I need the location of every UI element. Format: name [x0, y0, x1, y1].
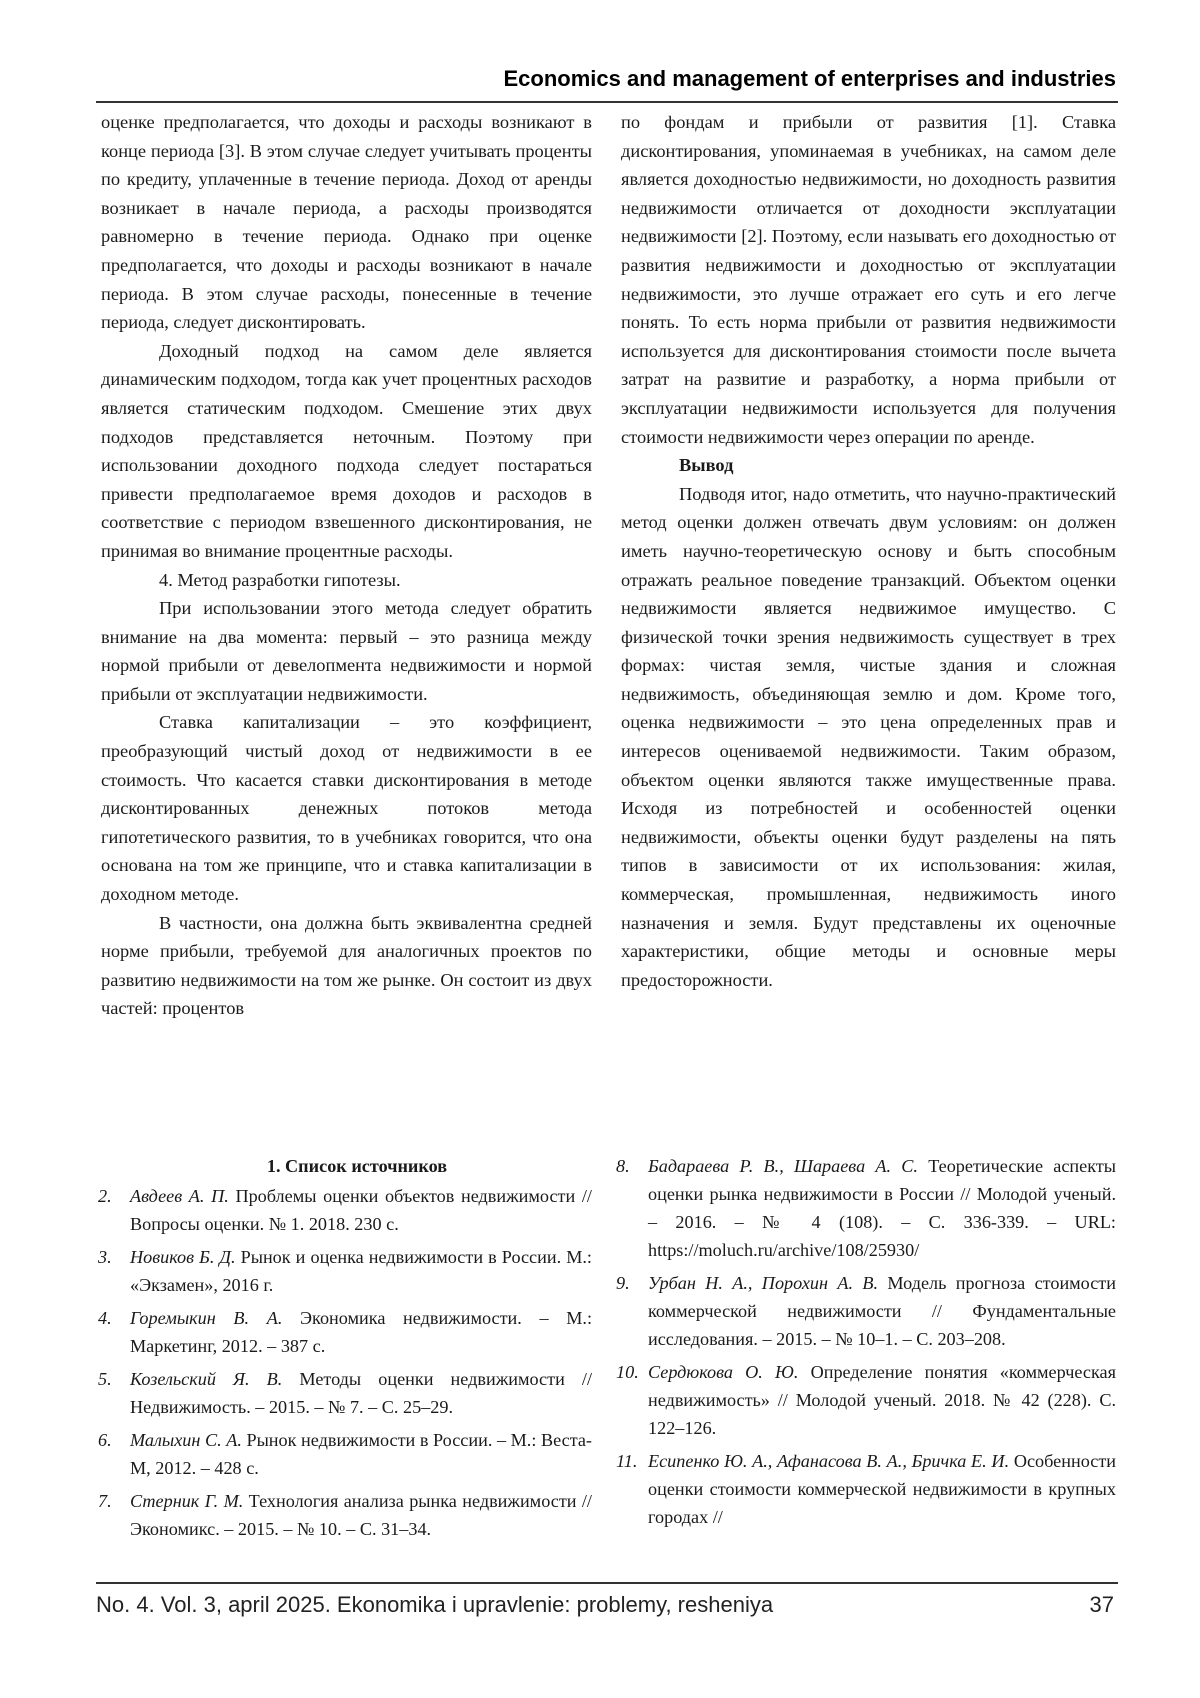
section-heading: Вывод: [679, 455, 734, 476]
paragraph: 4. Метод разработки гипотезы.: [159, 569, 401, 590]
references-title: 1. Список источников: [266, 1156, 448, 1176]
reference-author: Козельский Я. В.: [130, 1369, 283, 1389]
paragraph: оценке предполагается, что доходы и расходы возникают в конце периода [3]. В этом случае следует учитывать проценты по кредиту, уплаченные в течение периода. Доход от аренды возникает в начале периода, а расходы производятся равномерно в течение периода. Однако при оценке предполагается, что доходы и расходы возникают в начале периода. В этом случае расходы, понесенные в течение периода, следует дисконтировать.: [101, 112, 592, 333]
reference-item: [98, 1426, 592, 1482]
reference-details: Рынок недвижимости в России. – М.: Веста-М, 2012. – 428 с.: [130, 1430, 592, 1478]
reference-number: 2.: [98, 1186, 112, 1206]
reference-details: Методы оценки недвижимости // Недвижимость. – 2015. – № 7. – С. 25–29.: [130, 1369, 593, 1417]
reference-text: [648, 1358, 1116, 1442]
reference-text: [130, 1304, 592, 1360]
reference-item: [98, 1487, 592, 1543]
reference-author: Стерник Г. М.: [130, 1491, 244, 1511]
reference-author: Сердюкова О. Ю.: [648, 1362, 799, 1382]
reference-number: 7.: [98, 1491, 112, 1511]
reference-details: Технология анализа рынка недвижимости // Экономикс. – 2015. – № 10. – С. 31–34.: [130, 1491, 592, 1539]
reference-number: 8.: [616, 1156, 630, 1176]
reference-number: 3.: [98, 1247, 112, 1267]
page-number: 37: [1089, 1592, 1114, 1617]
reference-number: 5.: [98, 1369, 112, 1389]
footer-journal: No. 4. Vol. 3, april 2025. Ekonomika i upravlenie: problemy, resheniya: [96, 1592, 774, 1617]
reference-item: [616, 1358, 1116, 1442]
reference-item: [616, 1152, 1116, 1264]
reference-author: Есипенко Ю. А., Афанасова В. А., Бричка Е. И.: [648, 1451, 1010, 1471]
reference-text: [648, 1152, 1116, 1264]
reference-item: [98, 1365, 592, 1421]
reference-item: [616, 1447, 1116, 1531]
right-column: [621, 108, 1116, 994]
reference-text: [130, 1182, 592, 1238]
reference-author: Малыхин С. А.: [130, 1430, 242, 1450]
references-right: [616, 1152, 1116, 1536]
reference-item: [98, 1182, 592, 1238]
reference-item: [98, 1243, 592, 1299]
reference-details: Особенности оценки стоимости коммерческой недвижимости в крупных городах //: [648, 1451, 1116, 1527]
left-column: [101, 108, 592, 1023]
reference-text: [130, 1243, 592, 1299]
reference-details: Определение понятия «коммерческая недвижимость» // Молодой ученый. 2018. № 42 (228). С. 122–126.: [648, 1362, 1116, 1438]
header-rule: [96, 101, 1118, 103]
paragraph: Подводя итог, надо отметить, что научно-практический метод оценки должен отвечать двум условиям: он должен иметь научно-теоретическую основу и быть способным отражать реальное поведение транзакций. Объектом оценки недвижимости является недвижимое имущество. С физической точки зрения недвижимость существует в трех формах: чистая земля, чистые здания и сложная недвижимость, объединяющая землю и дом. Кроме того, оценка недвижимости – это цена определенных прав и интересов оцениваемой недвижимости. Таким образом, объектом оценки являются также имущественные права. Исходя из потребностей и особенностей оценки недвижимости, объекты оценки будут разделены на пять типов в зависимости от их использования: жилая, коммерческая, промышленная, недвижимость иного назначения и земля. Будут представлены их оценочные характеристики, общие методы и основные меры предосторожности.: [621, 483, 1116, 990]
reference-text: [648, 1269, 1116, 1353]
reference-number: 11.: [616, 1451, 638, 1471]
reference-author: Урбан Н. А., Порохин А. В.: [648, 1273, 879, 1293]
paragraph: При использовании этого метода следует обратить внимание на два момента: первый – это разница между нормой прибыли от девелопмента недвижимости и нормой прибыли от эксплуатации недвижимости.: [101, 598, 592, 704]
references-left: [98, 1152, 592, 1548]
reference-author: Горемыкин В. А.: [130, 1308, 283, 1328]
reference-number: 9.: [616, 1273, 630, 1293]
reference-author: Новиков Б. Д.: [130, 1247, 236, 1267]
reference-details: Модель прогноза стоимости коммерческой недвижимости // Фундаментальные исследования. – 2015. – № 10–1. – С. 203–208.: [648, 1273, 1116, 1349]
reference-details: Теоретические аспекты оценки рынка недвижимости в России // Молодой ученый. – 2016. – № 4 (108). – С. 336-339. – URL: https://moluch.ru/archive/108/25930/: [648, 1156, 1116, 1260]
paragraph: Доходный подход на самом деле является динамическим подходом, тогда как учет процентных расходов является статическим подходом. Смешение этих двух подходов представляется неточным. Поэтому при использовании доходного подхода следует постараться привести предполагаемое время доходов и расходов в соответствие с периодом взвешенного дисконтирования, не принимая во внимание процентные расходы.: [101, 340, 592, 561]
reference-text: [130, 1365, 592, 1421]
reference-text: [648, 1447, 1116, 1531]
running-header: Economics and management of enterprises and industries: [503, 66, 1116, 91]
reference-author: Бадараева Р. В., Шараева А. С.: [648, 1156, 918, 1176]
paragraph: по фондам и прибыли от развития [1]. Ставка дисконтирования, упоминаемая в учебниках, на самом деле является доходностью недвижимости, но доходность развития недвижимости отличается от доходности эксплуатации недвижимости [2]. Поэтому, если называть его доходностью от развития недвижимости и доходностью от эксплуатации недвижимости, это лучше отражает его суть и его легче понять. То есть норма прибыли от развития недвижимости используется для дисконтирования стоимости после вычета затрат на развитие и разработку, а норма прибыли от эксплуатации недвижимости используется для получения стоимости недвижимости через операции по аренде.: [621, 112, 1116, 447]
reference-text: [130, 1487, 592, 1543]
reference-item: [616, 1269, 1116, 1353]
paragraph: Ставка капитализации – это коэффициент, преобразующий чистый доход от недвижимости в ее стоимость. Что касается ставки дисконтирования в методе дисконтированных денежных потоков метода гипотетического развития, то в учебниках говорится, что она основана на том же принципе, что и ставка капитализации в доходном методе.: [101, 712, 592, 905]
reference-details: Экономика недвижимости. – М.: Маркетинг, 2012. – 387 с.: [130, 1308, 592, 1356]
reference-number: 4.: [98, 1308, 112, 1328]
footer-rule: [96, 1582, 1118, 1584]
reference-number: 10.: [616, 1362, 639, 1382]
reference-number: 6.: [98, 1430, 112, 1450]
paragraph: В частности, она должна быть эквивалентна средней норме прибыли, требуемой для аналогичных проектов по развитию недвижимости на том же рынке. Он состоит из двух частей: процентов: [101, 912, 592, 1019]
reference-details: Рынок и оценка недвижимости в России. М.: «Экзамен», 2016 г.: [130, 1247, 592, 1295]
reference-text: [130, 1426, 592, 1482]
reference-details: Проблемы оценки объектов недвижимости // Вопросы оценки. № 1. 2018. 230 с.: [130, 1186, 592, 1234]
reference-author: Авдеев А. П.: [130, 1186, 229, 1206]
reference-item: [98, 1304, 592, 1360]
